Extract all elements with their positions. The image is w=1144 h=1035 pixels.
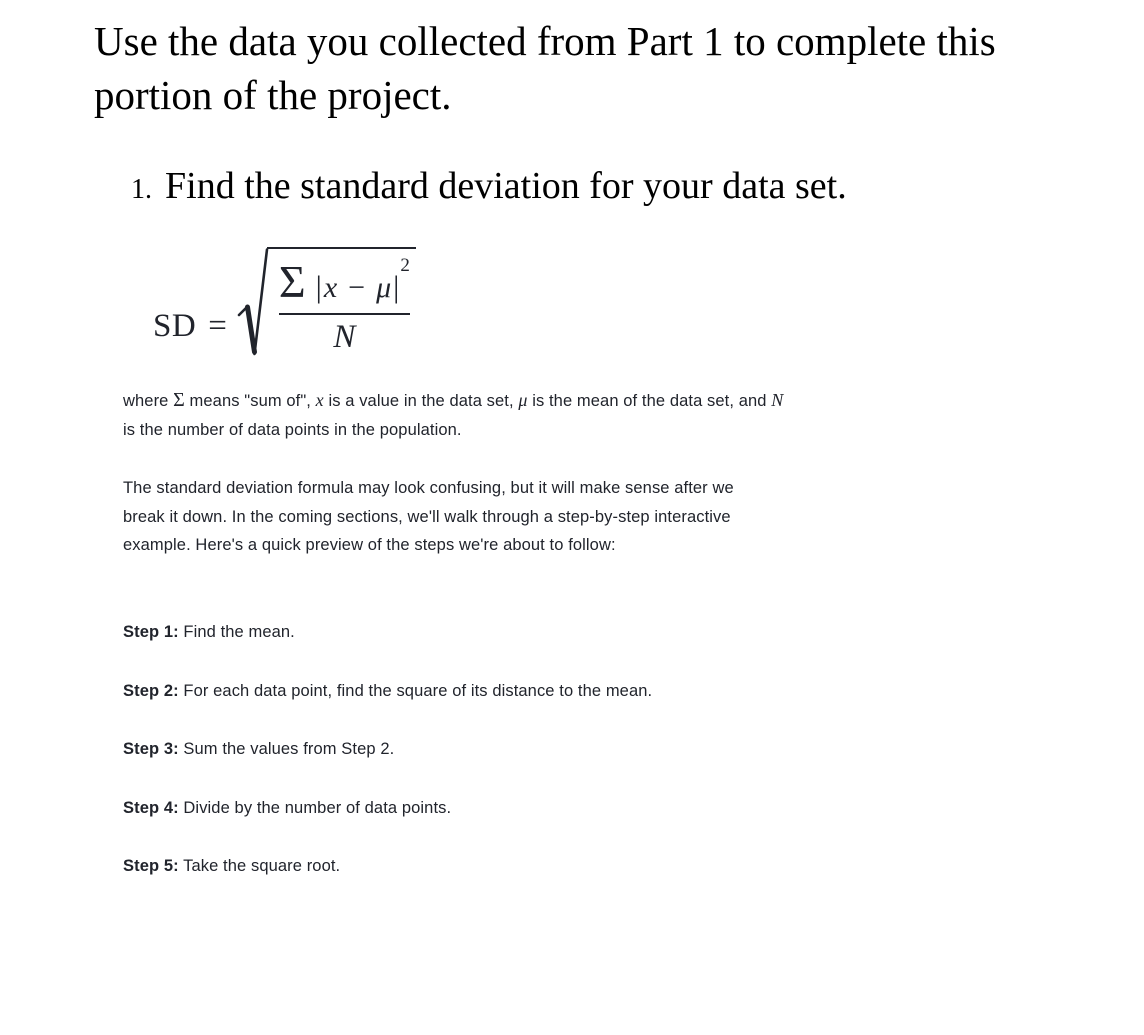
intro-paragraph: The standard deviation formula may look confusing, but it will make sense after we break it down. In the coming sections, we'll walk through a step-by-step interactive example. Here's a quick preview of the steps we're about to follow: — [123, 479, 734, 554]
text-segment: where — [123, 392, 174, 410]
step-label: Step 2: — [123, 681, 179, 700]
step-label: Step 3: — [123, 740, 179, 758]
mu-inline: μ — [518, 390, 528, 410]
radical-sign-icon — [237, 247, 269, 359]
abs-bar-open: | — [315, 269, 322, 304]
step-label: Step 4: — [123, 798, 179, 817]
text-segment: means "sum of", — [184, 392, 316, 410]
sd-formula — [153, 247, 416, 359]
step-text: For each data point, find the square of its distance to the mean. — [183, 681, 653, 700]
task-text: Find the standard deviation for your data set. — [165, 165, 847, 207]
variable-x: x — [323, 271, 338, 304]
step-item-5 — [123, 855, 652, 877]
text-segment: is a value in the data set, — [323, 392, 519, 410]
square-root-expression — [237, 247, 416, 359]
formula-lhs: SD — [153, 308, 197, 344]
radicand — [267, 247, 416, 357]
sigma-symbol: Σ — [278, 256, 306, 307]
step-item-2 — [123, 680, 652, 702]
step-item-1 — [123, 621, 652, 643]
task-item — [131, 164, 847, 208]
steps-list — [123, 621, 652, 877]
step-text: Take the square root. — [183, 857, 341, 875]
abs-bar-close: | — [393, 269, 400, 304]
exponent: 2 — [400, 255, 410, 276]
minus-sign: − — [348, 271, 366, 304]
step-item-4 — [123, 797, 652, 819]
task-number: 1. — [131, 174, 152, 205]
step-label: Step 5: — [123, 857, 179, 875]
equals-sign: = — [208, 308, 227, 344]
step-text: Find the mean. — [183, 623, 295, 641]
text-segment: is the number of data points in the population. — [123, 420, 462, 439]
denominator-N: N — [333, 319, 356, 356]
mu-symbol: μ — [376, 271, 392, 304]
fraction-bar — [279, 313, 410, 315]
page-title: Use the data you collected from Part 1 to complete this portion of the project. — [94, 18, 996, 118]
text-segment: is the mean of the data set, and — [527, 392, 772, 410]
fraction — [278, 255, 410, 357]
x-inline: x — [315, 390, 324, 410]
sigma-inline: Σ — [173, 389, 185, 411]
step-label: Step 1: — [123, 623, 179, 641]
where-paragraph — [123, 386, 799, 444]
step-text: Sum the values from Step 2. — [183, 740, 395, 758]
N-inline: N — [771, 390, 784, 410]
fraction-numerator — [278, 255, 410, 307]
step-text: Divide by the number of data points. — [183, 798, 452, 817]
step-item-3 — [123, 738, 652, 760]
